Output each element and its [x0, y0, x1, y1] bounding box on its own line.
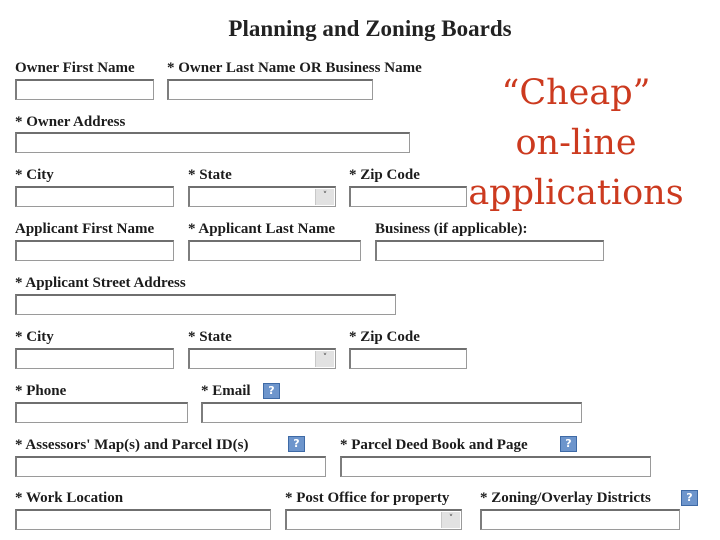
parcel-deed-label: * Parcel Deed Book and Page	[340, 437, 528, 453]
phone-label: * Phone	[15, 383, 67, 399]
parcel-deed-help-icon[interactable]: ?	[560, 436, 577, 452]
owner-city-label: * City	[15, 167, 54, 183]
owner-state-select[interactable]	[188, 186, 336, 207]
assessors-map-input[interactable]	[15, 456, 326, 477]
post-office-label: * Post Office for property	[285, 490, 450, 506]
applicant-state-label: * State	[188, 329, 232, 345]
business-label: Business (if applicable):	[375, 221, 528, 237]
chevron-down-icon: ˅	[315, 351, 334, 367]
applicant-last-name-label: * Applicant Last Name	[188, 221, 336, 237]
zoning-overlay-label: * Zoning/Overlay Districts	[480, 490, 651, 506]
owner-zip-input[interactable]	[349, 186, 467, 207]
post-office-select[interactable]	[285, 509, 462, 530]
owner-state-label: * State	[188, 167, 232, 183]
email-label: * Email	[201, 383, 251, 399]
applicant-city-input[interactable]	[15, 348, 174, 369]
page-title: Planning and Zoning Boards	[228, 16, 512, 41]
owner-last-name-input[interactable]	[167, 79, 373, 100]
owner-address-label: * Owner Address	[15, 114, 126, 130]
applicant-state-select[interactable]	[188, 348, 336, 369]
applicant-city-label: * City	[15, 329, 54, 345]
assessors-map-help-icon[interactable]: ?	[288, 436, 305, 452]
zoning-overlay-input[interactable]	[480, 509, 680, 530]
work-location-label: * Work Location	[15, 490, 124, 506]
owner-first-name-input[interactable]	[15, 79, 154, 100]
applicant-street-label: * Applicant Street Address	[15, 275, 186, 291]
parcel-deed-input[interactable]	[340, 456, 651, 477]
callout-line-3: applications	[468, 173, 684, 213]
callout-line-1: “Cheap”	[501, 73, 651, 113]
owner-first-name-label: Owner First Name	[15, 60, 135, 76]
applicant-first-name-input[interactable]	[15, 240, 174, 261]
chevron-down-icon: ˅	[441, 512, 460, 528]
phone-input[interactable]	[15, 402, 188, 423]
email-help-icon[interactable]: ?	[263, 383, 280, 399]
owner-address-input[interactable]	[15, 132, 410, 153]
applicant-first-name-label: Applicant First Name	[15, 221, 155, 237]
applicant-last-name-input[interactable]	[188, 240, 361, 261]
owner-last-name-label: * Owner Last Name OR Business Name	[167, 60, 422, 76]
assessors-map-label: * Assessors' Map(s) and Parcel ID(s)	[15, 437, 249, 453]
applicant-street-input[interactable]	[15, 294, 396, 315]
callout-text	[462, 68, 690, 218]
business-input[interactable]	[375, 240, 604, 261]
zoning-overlay-help-icon[interactable]: ?	[681, 490, 698, 506]
chevron-down-icon: ˅	[315, 189, 334, 205]
callout-line-2: on-line	[515, 123, 637, 163]
applicant-zip-input[interactable]	[349, 348, 467, 369]
owner-city-input[interactable]	[15, 186, 174, 207]
applicant-zip-label: * Zip Code	[349, 329, 420, 345]
work-location-input[interactable]	[15, 509, 271, 530]
email-input[interactable]	[201, 402, 582, 423]
owner-zip-label: * Zip Code	[349, 167, 420, 183]
